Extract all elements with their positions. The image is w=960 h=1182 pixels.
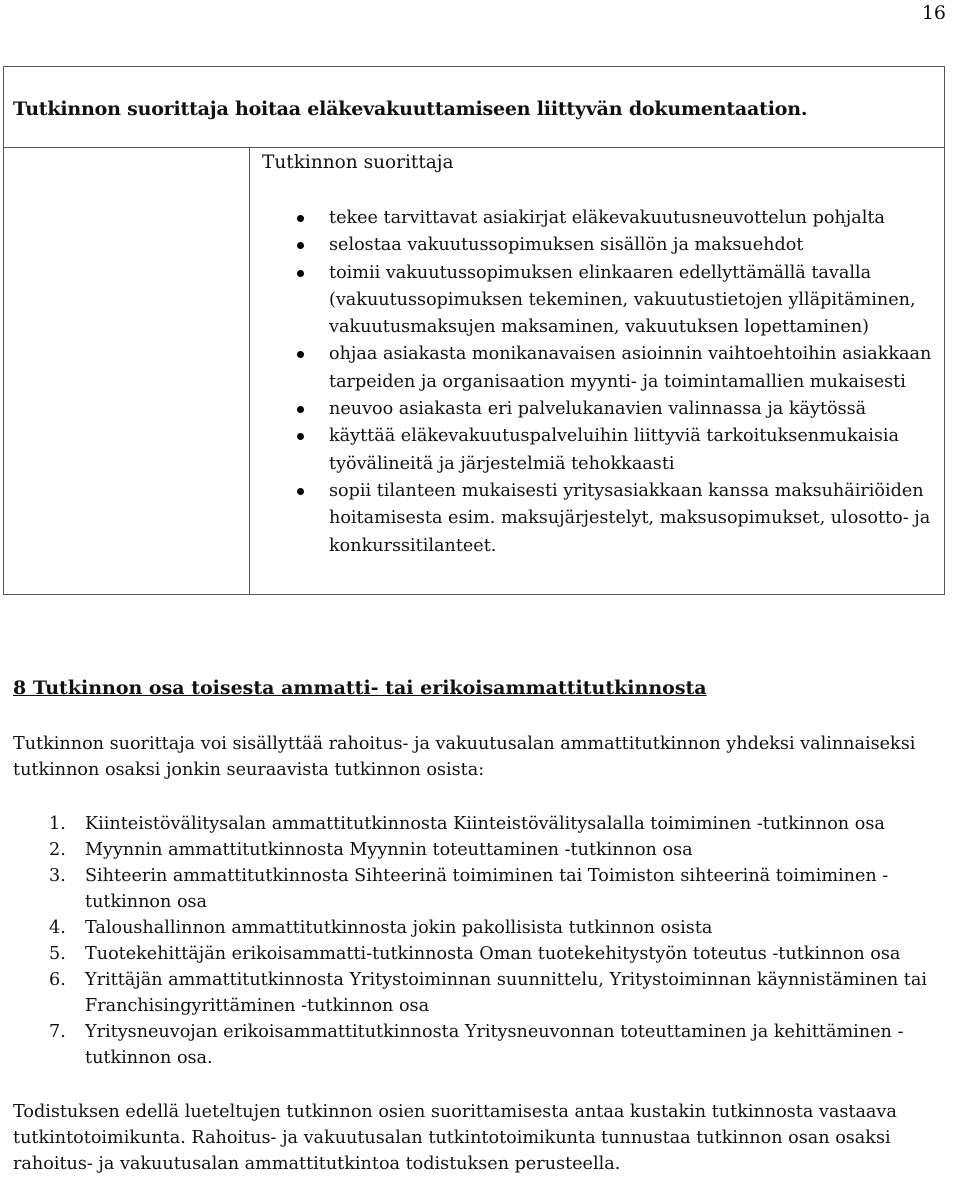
page-number: 16 [921, 2, 946, 24]
list-item [13, 863, 948, 915]
requirements-table [3, 66, 945, 595]
criteria-bullet-list [262, 205, 934, 560]
section-heading: 8 Tutkinnon osa toisesta ammatti- tai erikoisammattitutkinnosta [13, 677, 707, 699]
list-number: 4. [49, 918, 66, 938]
list-number: 1. [49, 814, 66, 834]
table-header-row [4, 67, 944, 148]
list-text: Kiinteistövälitysalan ammattitutkinnosta Kiinteistövälitysalalla toimiminen -tutkinnon osa [85, 814, 885, 834]
list-text: Sihteerin ammattitutkinnosta Sihteerinä toimiminen tai Toimiston sihteerinä toimiminen - tutkinnon osa [85, 866, 889, 912]
list-item [13, 811, 948, 837]
intro-paragraph: Tutkinnon suorittaja voi sisällyttää rahoitus- ja vakuutusalan ammattitutkinnon yhdeksi valinnaiseksi tutkinnon osaksi jonkin seuraavista tutkinnon osista: [13, 734, 916, 780]
list-number: 2. [49, 840, 66, 860]
list-text: Myynnin ammattitutkinnosta Myynnin toteuttaminen -tutkinnon osa [85, 840, 693, 860]
column-divider [249, 148, 250, 594]
cell-title: Tutkinnon suorittaja [262, 152, 454, 173]
table-body-row [4, 148, 944, 594]
list-text: Yritysneuvojan erikoisammattitutkinnosta Yritysneuvonnan toteuttaminen ja kehittäminen - tutkinnon osa. [85, 1022, 904, 1068]
list-text: Tuotekehittäjän erikoisammatti-tutkinnosta Oman tuotekehitystyön toteutus -tutkinnon osa [85, 944, 901, 964]
list-item: ohjaa asiakasta monikanavaisen asioinnin vaihtoehtoihin asiakkaan tarpeiden ja organisaation myynti- ja toimintamallien mukaisesti [262, 341, 934, 396]
table-header-text: Tutkinnon suorittaja hoitaa eläkevakuuttamiseen liittyvän dokumentaation. [13, 98, 808, 120]
list-item: sopii tilanteen mukaisesti yritysasiakkaan kanssa maksuhäiriöiden hoitamisesta esim. maksujärjestelyt, maksusopimukset, ulosotto- ja konkurssitilanteet. [262, 478, 934, 560]
list-text: Taloushallinnon ammattitutkinnosta jokin pakollisista tutkinnon osista [85, 918, 713, 938]
list-number: 3. [49, 866, 66, 886]
list-number: 5. [49, 944, 66, 964]
list-item: neuvoo asiakasta eri palvelukanavien valinnassa ja käytössä [262, 396, 934, 423]
list-item [13, 941, 948, 967]
numbered-list [13, 811, 948, 1071]
list-item [13, 1019, 948, 1071]
list-item [13, 967, 948, 1019]
list-item [13, 837, 948, 863]
closing-paragraph: Todistuksen edellä lueteltujen tutkinnon osien suorittamisesta antaa kustakin tutkinnosta vastaava tutkintotoimikunta. Rahoitus- ja vakuutusalan tutkintotoimikunta tunnustaa tutkinnon osan osaksi rahoitus- ja vakuutusalan ammattitutkintoa todistuksen perusteella. [13, 1102, 897, 1174]
list-item: selostaa vakuutussopimuksen sisällön ja maksuehdot [262, 232, 934, 259]
list-item: tekee tarvittavat asiakirjat eläkevakuutusneuvottelun pohjalta [262, 205, 934, 232]
list-item: toimii vakuutussopimuksen elinkaaren edellyttämällä tavalla (vakuutussopimuksen tekeminen, vakuutustietojen ylläpitäminen, vakuutusmaksujen maksaminen, vakuutuksen lopettaminen) [262, 260, 934, 342]
list-item: käyttää eläkevakuutuspalveluihin liittyviä tarkoituksenmukaisia työvälineitä ja järjestelmiä tehokkaasti [262, 423, 934, 478]
list-text: Yrittäjän ammattitutkinnosta Yritystoiminnan suunnittelu, Yritystoiminnan käynnistäminen tai Franchisingyrittäminen -tutkinnon osa [85, 970, 927, 1016]
list-number: 7. [49, 1022, 66, 1042]
list-number: 6. [49, 970, 66, 990]
list-item [13, 915, 948, 941]
